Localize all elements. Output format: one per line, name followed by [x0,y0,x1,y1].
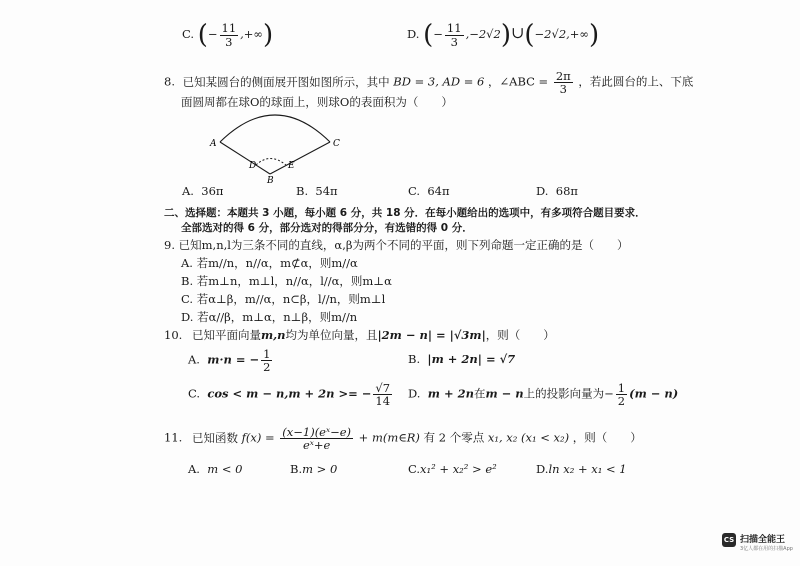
option-value: x₁² + x₂² > e² [420,462,497,476]
q8-option-a [182,184,223,198]
point-b-label: B [267,176,274,184]
fraction [261,348,272,373]
num: √7 [375,381,391,395]
option-value: m < 0 [207,462,243,476]
den: 3 [559,82,567,97]
fraction [373,382,392,407]
q11-option-b [290,462,337,476]
option-value: ln x₂ + x₁ < 1 [548,462,627,476]
paren: ( [524,20,535,50]
question-number: 8. [164,74,175,89]
interval-2: −2√2,+∞ [534,27,590,41]
q11-option-a [188,462,242,476]
zeros: x₁, x₂ (x₁ < x₂) [487,430,570,445]
num: 1 [263,347,271,361]
option-value: 36π [201,184,224,198]
point-d-label: D [249,161,257,171]
q9-option-b: B. 若m⊥n，m⊥l，n//α，l//α，则m⊥α [181,274,392,288]
q10-condition: |2m − n| = |√3m| [377,328,486,342]
section-heading: 二、选择题：本题共 3 小题，每小题 6 分，共 18 分．在每小题给出的选项中，有多项符合题目要求． [164,207,646,219]
option-label: B. [408,352,421,366]
watermark-name: 扫描全能王 [740,535,786,545]
q8-stem-line2: 面圆周都在球O的球面上，则球O的表面积为（ ） [181,95,453,109]
q8-option-d [536,184,578,198]
q8-condition: BD = 3, AD = 6 [393,74,485,89]
section-instructions: 全部选对的得 6 分，部分选对的得部分分，有选错的得 0 分． [181,222,473,234]
q7-option-d [407,22,599,48]
point-a-label: A [210,139,217,149]
q10-option-b [408,352,515,366]
q11-text: 已知函数 [191,430,238,445]
q11-stem [164,426,642,451]
num: 2π [555,69,571,83]
option-value: 68π [555,184,578,198]
option-expr: cos < m − n,m + 2n >= − [207,386,372,401]
q9-stem: 9. 已知m,n,l为三条不同的直线，α,β为两个不同的平面，则下列命题一定正确的是（ ） [164,238,629,252]
option-label: B. [290,462,303,476]
num: 1 [617,381,626,395]
fraction [616,382,627,407]
minus: − [433,27,443,41]
option-text: 在 [473,386,486,401]
interval-end: ,+∞ [240,27,264,41]
q8-option-c [408,184,450,198]
q10-text: ，则（ ） [485,328,555,342]
q10-option-a [188,348,274,373]
camscanner-logo-icon: CS [722,533,736,547]
angle-fraction [554,70,573,95]
option-expr: m − n [485,386,524,401]
q9-option-a: A. 若m//n，n//α，m⊄α，则m//α [181,256,358,270]
paren: ) [263,20,274,50]
option-value: 64π [427,184,450,198]
option-label: D. [536,462,549,476]
outer-arc [220,115,330,142]
option-expr: m + 2n [427,386,474,401]
q10-stem [164,327,555,343]
point-c-label: C [333,139,340,149]
option-value: 54π [315,184,338,198]
point-e-label: E [288,161,295,171]
q9-option-d: D. 若α//β，m⊥α，n⊥β，则m//n [181,310,358,324]
option-label: D. [407,27,420,41]
fraction [220,22,239,47]
den: 2 [617,394,626,409]
den: 3 [225,34,233,49]
option-label: D. [408,386,421,401]
option-expr: (m − n) [629,386,679,401]
option-label: D. [536,184,549,198]
option-value: m > 0 [302,462,338,476]
watermark-tagline: 3亿人都在用的扫描App [740,546,793,552]
function-tail: + m(m∈R) [358,430,420,445]
q11-option-c [408,462,497,476]
option-label: A. [188,352,200,367]
option-label: A. [182,184,194,198]
q10-text: 均为单位向量，且 [285,328,378,342]
den: 3 [450,34,458,49]
q8-text: ，∠ABC = [488,74,549,89]
option-text: 上的投影向量为− [523,386,614,401]
q11-text: 有 2 个零点 [423,430,485,445]
option-expr: m·n = − [207,352,260,367]
option-label: B. [296,184,309,198]
q9-option-c: C. 若α⊥β，m//α，n⊂β，l//n，则m⊥l [181,292,386,306]
option-label: C. [188,386,201,401]
den: eˣ+e [302,438,331,453]
q8-text: 已知某圆台的侧面展开图如图所示，其中 [182,74,390,89]
den: 2 [263,360,271,375]
minus: − [207,27,218,41]
fraction [445,22,464,47]
q10-option-d [408,382,678,407]
q10-option-c [188,382,394,407]
q8-text: ，若此圆台的上、下底 [578,74,694,89]
option-label: C. [408,184,421,198]
q10-vectors: m,n [260,328,286,342]
paren: ( [197,20,208,50]
q8-option-b [296,184,338,198]
edge-ab [220,142,270,174]
interval-end: ,−2√2 [465,27,501,41]
option-label: C. [408,462,421,476]
q10-text: 已知平面向量 [191,328,261,342]
option-label: A. [188,462,200,476]
den: 14 [375,394,391,409]
num: 11 [446,21,462,36]
option-expr: |m + 2n| = √7 [427,352,516,366]
paren: ) [500,20,511,50]
inner-arc [256,159,286,166]
union-symbol: ∪ [510,23,525,42]
function-name: f(x) = [241,430,275,445]
function-fraction [280,426,353,451]
num: (x−1)(eˣ−e) [282,425,351,439]
question-number: 11. [164,430,183,445]
option-label: C. [182,27,195,41]
edge-cb [270,142,330,174]
paren: ) [589,20,600,50]
q7-option-c [182,22,273,48]
num: 11 [221,21,237,36]
frustum-development-diagram [200,104,350,184]
q11-option-d [536,462,627,476]
paren: ( [423,20,434,50]
q8-stem-line1 [164,70,693,95]
q11-text: ，则（ ） [572,430,642,445]
question-number: 10. [164,328,183,342]
